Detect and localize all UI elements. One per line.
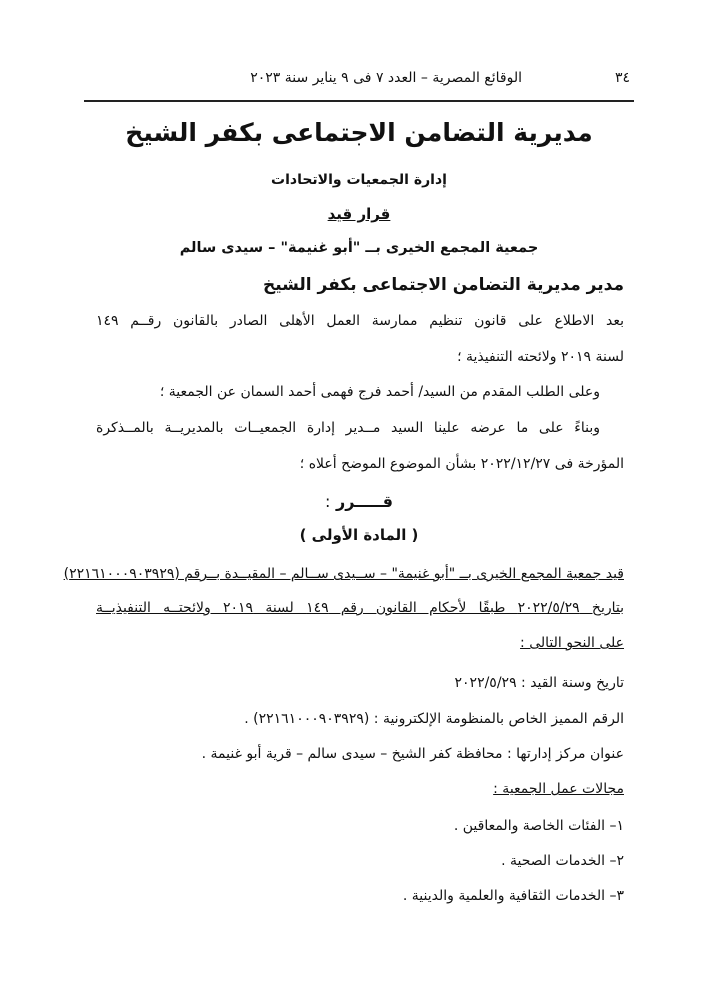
unique-number: الرقم المميز الخاص بالمنظومة الإلكترونية : (٢٢١٦١٠٠٠٩٠٣٩٢٩) . <box>244 711 624 727</box>
article-line: على النحو التالى : <box>520 635 624 651</box>
preamble-line: لسنة ٢٠١٩ ولائحته التنفيذية ؛ <box>457 349 624 365</box>
preamble-line: بعد الاطلاع على قانون تنظيم ممارسة العمل الأهلى الصادر بالقانون رقــم ١٤٩ <box>96 313 624 329</box>
decides-colon: : <box>325 492 331 511</box>
preamble-line: المؤرخة فى ٢٠٢٢/١٢/٢٧ بشأن الموضوع الموضح أعلاه ؛ <box>299 456 624 472</box>
preamble-line: وبناءً على ما عرضه علينا السيد مــدير إدارة الجمعيــات بالمديريــة بالمــذكرة <box>96 420 600 436</box>
document-title: مديرية التضامن الاجتماعى بكفر الشيخ <box>125 118 593 147</box>
association-line: جمعية المجمع الخيرى بــ "أبو غنيمة" – سيدى سالم <box>179 240 539 256</box>
address: عنوان مركز إدارتها : محافظة كفر الشيخ – سيدى سالم – قرية أبو غنيمة . <box>201 746 624 762</box>
article-title: ( المادة الأولى ) <box>299 526 419 544</box>
department-subtitle: إدارة الجمعيات والاتحادات <box>271 172 447 188</box>
article-line: قيد جمعية المجمع الخيرى بــ "أبو غنيمة" – ســيدى ســالم – المقيــدة بــرقم (٢٢١٦١٠٠٠٩٠٣٩٢٩) <box>63 566 624 582</box>
registration-date: تاريخ وسنة القيد : ٢٠٢٢/٥/٢٩ <box>454 675 624 691</box>
running-title: الوقائع المصرية – العدد ٧ فى ٩ يناير سنة ٢٠٢٣ <box>250 70 522 86</box>
page-number: ٣٤ <box>614 70 630 86</box>
decision-type: قرار قيد <box>327 205 391 223</box>
field-item: ١– الفئات الخاصة والمعاقين . <box>453 818 624 834</box>
decides-heading <box>84 492 634 511</box>
director-heading: مدير مديرية التضامن الاجتماعى بكفر الشيخ <box>262 275 624 295</box>
preamble-line: وعلى الطلب المقدم من السيد/ أحمد فرج فهمى أحمد السمان عن الجمعية ؛ <box>159 384 600 400</box>
running-header <box>84 66 634 102</box>
article-line: بتاريخ ٢٠٢٢/٥/٢٩ طبقًا لأحكام القانون رقم ١٤٩ لسنة ٢٠١٩ ولائحتــه التنفيذيــة <box>96 600 625 616</box>
decides-word: قـــــرر <box>335 492 393 511</box>
field-item: ٣– الخدمات الثقافية والعلمية والدينية . <box>402 888 624 904</box>
field-item: ٢– الخدمات الصحية . <box>501 853 624 869</box>
fields-heading: مجالات عمل الجمعية : <box>493 781 624 797</box>
